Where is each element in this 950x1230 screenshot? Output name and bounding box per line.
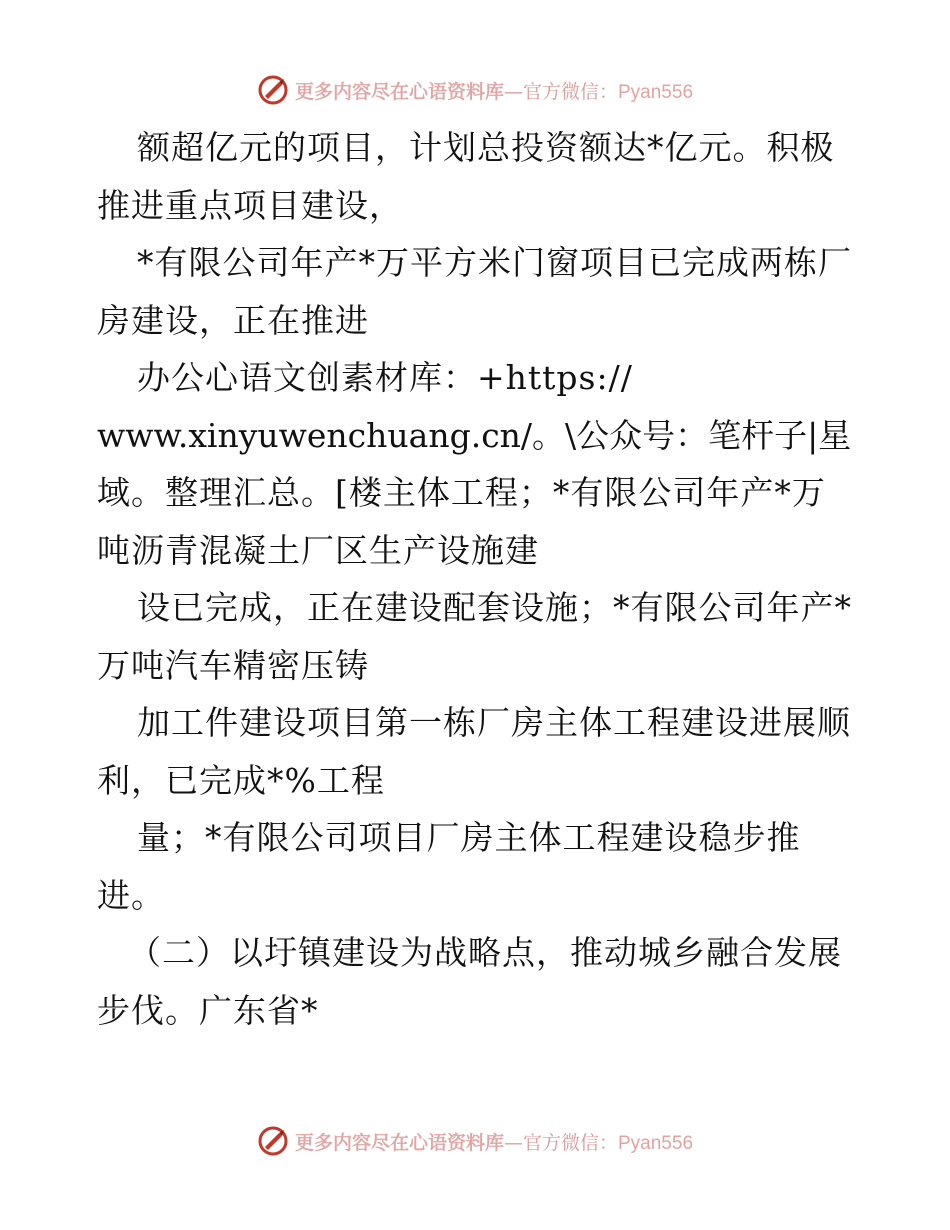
brand-logo-icon <box>257 1125 289 1157</box>
body-line: 域。整理汇总。[楼主体工程；*有限公司年产*万 <box>97 473 826 512</box>
body-line: www.xinyuwenchuang.cn/。\公众号：笔杆子|星 <box>97 415 852 455</box>
header-watermark-label: 官方微信： <box>522 80 618 103</box>
body-line: 万吨汽车精密压铸 <box>97 645 369 685</box>
body-line: 额超亿元的项目，计划总投资额达*亿元。积极 <box>137 128 835 167</box>
body-line: 利，已完成*%工程 <box>97 760 385 800</box>
body-line: 设已完成，正在建设配套设施；*有限公司年产* <box>137 588 852 627</box>
body-line: （二）以圩镇建设为战略点，推动城乡融合发展 <box>128 933 842 972</box>
brand-logo-icon <box>257 74 289 106</box>
body-line: 加工件建设项目第一栋厂房主体工程建设进展顺 <box>137 703 851 742</box>
footer-watermark-separator: — <box>503 1131 523 1154</box>
header-watermark-id: Pyan556 <box>618 81 694 103</box>
body-line: 推进重点项目建设， <box>97 185 403 225</box>
body-line: 房建设，正在推进 <box>97 300 369 340</box>
footer-watermark-id: Pyan556 <box>618 1132 694 1154</box>
header-watermark <box>0 70 950 110</box>
body-line: 步伐。广东省* <box>97 990 319 1030</box>
body-line: 办公心语文创素材库：+https:// <box>137 358 633 397</box>
body-line: 量；*有限公司项目厂房主体工程建设稳步推 <box>137 818 801 857</box>
body-line: *有限公司年产*万平方米门窗项目已完成两栋厂 <box>137 243 852 282</box>
body-line: 吨沥青混凝土厂区生产设施建 <box>97 530 539 570</box>
header-watermark-main: 更多内容尽在心语资料库 <box>294 80 504 103</box>
body-line: 进。 <box>97 875 165 915</box>
header-watermark-separator: — <box>503 80 523 103</box>
footer-watermark-label: 官方微信： <box>522 1131 618 1154</box>
footer-watermark-main: 更多内容尽在心语资料库 <box>294 1131 504 1154</box>
footer-watermark <box>0 1121 950 1161</box>
document-body <box>97 119 857 1039</box>
